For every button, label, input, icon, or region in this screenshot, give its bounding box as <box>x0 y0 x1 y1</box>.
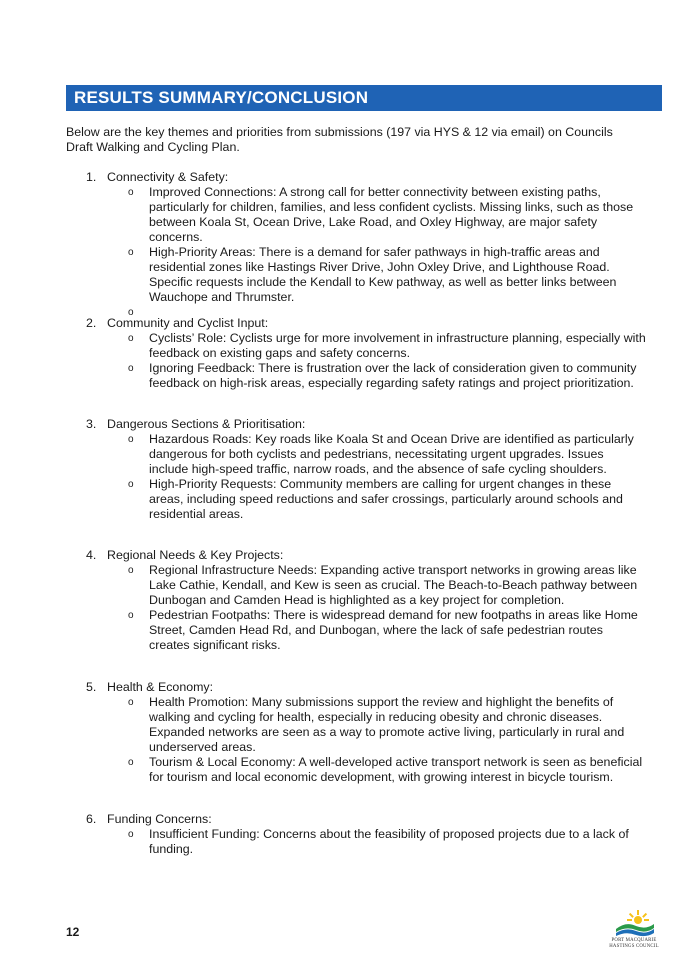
page-title: RESULTS SUMMARY/CONCLUSION <box>74 88 369 107</box>
bullet-marker-icon: o <box>128 479 134 490</box>
bullet-text: Tourism & Local Economy: A well-developed active transport network is seen as beneficial for tourism and local economic development, with growing interest in bicycle tourism. <box>149 755 643 784</box>
council-logo <box>606 908 662 952</box>
theme-bullets <box>66 695 646 785</box>
bullet-marker-icon: o <box>128 757 134 768</box>
theme-bullets <box>66 185 646 320</box>
logo-text: PORT MACQUARIE HASTINGS COUNCIL <box>609 938 659 949</box>
theme-section <box>66 316 646 391</box>
theme-bullets <box>66 827 646 857</box>
list-item <box>66 432 646 477</box>
theme-title: Community and Cyclist Input: <box>107 316 269 330</box>
bullet-text: Ignoring Feedback: There is frustration over the lack of consideration given to community feedback on high-risk areas, especially regarding safety ratings and project prioritization. <box>149 361 637 390</box>
intro-paragraph: Below are the key themes and priorities from submissions (197 via HYS & 12 via email) on Councils Draft Walking and Cycling Plan. <box>66 125 613 154</box>
theme-number: 3. <box>86 417 97 431</box>
theme-bullets <box>66 563 646 653</box>
theme-section <box>66 812 646 857</box>
bullet-text: High-Priority Areas: There is a demand for safer pathways in high-traffic areas and residential zones like Hastings River Drive, John Oxley Drive, and Lighthouse Road. Specific requests include the Kendall to Kew pathway, as well as better links between Wauchope and Thrumster. <box>149 245 617 304</box>
list-item <box>66 245 646 305</box>
theme-section <box>66 170 646 320</box>
bullet-marker-icon: o <box>128 247 134 258</box>
theme-title: Connectivity & Safety: <box>107 170 229 184</box>
list-item <box>66 331 646 361</box>
bullet-text: Hazardous Roads: Key roads like Koala St and Ocean Drive are identified as particularly dangerous for both cyclists and pedestrians, necessitating urgent upgrades. Issues include high-speed traffic, narrow roads, and the absence of safe cycling shoulders. <box>149 432 634 476</box>
bullet-marker-icon: o <box>128 307 134 318</box>
theme-heading <box>66 316 646 331</box>
list-item <box>66 755 646 785</box>
theme-number: 6. <box>86 812 97 826</box>
theme-number: 4. <box>86 548 97 562</box>
list-item <box>66 361 646 391</box>
bullet-marker-icon: o <box>128 333 134 344</box>
theme-number: 1. <box>86 170 97 184</box>
theme-title: Regional Needs & Key Projects: <box>107 548 284 562</box>
bullet-text: Health Promotion: Many submissions support the review and highlight the benefits of walking and cycling for health, especially in reducing obesity and chronic diseases. Expanded networks are seen as a way to promote active living, particularly in rural and underserved areas. <box>149 695 625 754</box>
theme-title: Funding Concerns: <box>107 812 212 826</box>
list-item <box>66 695 646 755</box>
theme-number: 5. <box>86 680 97 694</box>
bullet-marker-icon: o <box>128 565 134 576</box>
theme-title: Dangerous Sections & Prioritisation: <box>107 417 306 431</box>
theme-section <box>66 417 646 522</box>
theme-number: 2. <box>86 316 97 330</box>
bullet-text: Insufficient Funding: Concerns about the feasibility of proposed projects due to a lack of funding. <box>149 827 629 856</box>
theme-bullets <box>66 432 646 522</box>
list-item <box>66 563 646 608</box>
bullet-text: Regional Infrastructure Needs: Expanding active transport networks in growing areas like Lake Cathie, Kendall, and Kew is seen as crucial. The Beach-to-Beach pathway between Dunbogan and Camden Head is highlighted as a key project for completion. <box>149 563 638 607</box>
bullet-marker-icon: o <box>128 363 134 374</box>
theme-heading <box>66 548 646 563</box>
list-item <box>66 477 646 522</box>
list-item <box>66 608 646 653</box>
bullet-marker-icon: o <box>128 187 134 198</box>
theme-heading <box>66 680 646 695</box>
bullet-text: Improved Connections: A strong call for better connectivity between existing paths, particularly for children, families, and less confident cyclists. Missing links, such as those between Koala St, Ocean Drive, Lake Road, and Oxley Highway, are major safety concerns. <box>149 185 634 244</box>
theme-title: Health & Economy: <box>107 680 214 694</box>
theme-heading <box>66 417 646 432</box>
council-logo-icon <box>606 908 662 938</box>
bullet-marker-icon: o <box>128 434 134 445</box>
bullet-text: High-Priority Requests: Community members are calling for urgent changes in these areas, including speed reductions and safer crossings, particularly around schools and residential areas. <box>149 477 623 521</box>
bullet-text: Cyclists’ Role: Cyclists urge for more involvement in infrastructure planning, especially with feedback on existing gaps and safety concerns. <box>149 331 646 360</box>
page-number: 12 <box>66 925 80 939</box>
bullet-marker-icon: o <box>128 697 134 708</box>
theme-section <box>66 680 646 785</box>
theme-bullets <box>66 331 646 391</box>
list-item <box>66 827 646 857</box>
list-item <box>66 185 646 245</box>
bullet-marker-icon: o <box>128 829 134 840</box>
bullet-marker-icon: o <box>128 610 134 621</box>
theme-section <box>66 548 646 653</box>
bullet-text: Pedestrian Footpaths: There is widespread demand for new footpaths in areas like Home Street, Camden Head Rd, and Dunbogan, where the lack of safe pedestrian routes creates significant risks. <box>149 608 638 652</box>
theme-heading <box>66 170 646 185</box>
section-banner <box>66 85 662 111</box>
theme-heading <box>66 812 646 827</box>
